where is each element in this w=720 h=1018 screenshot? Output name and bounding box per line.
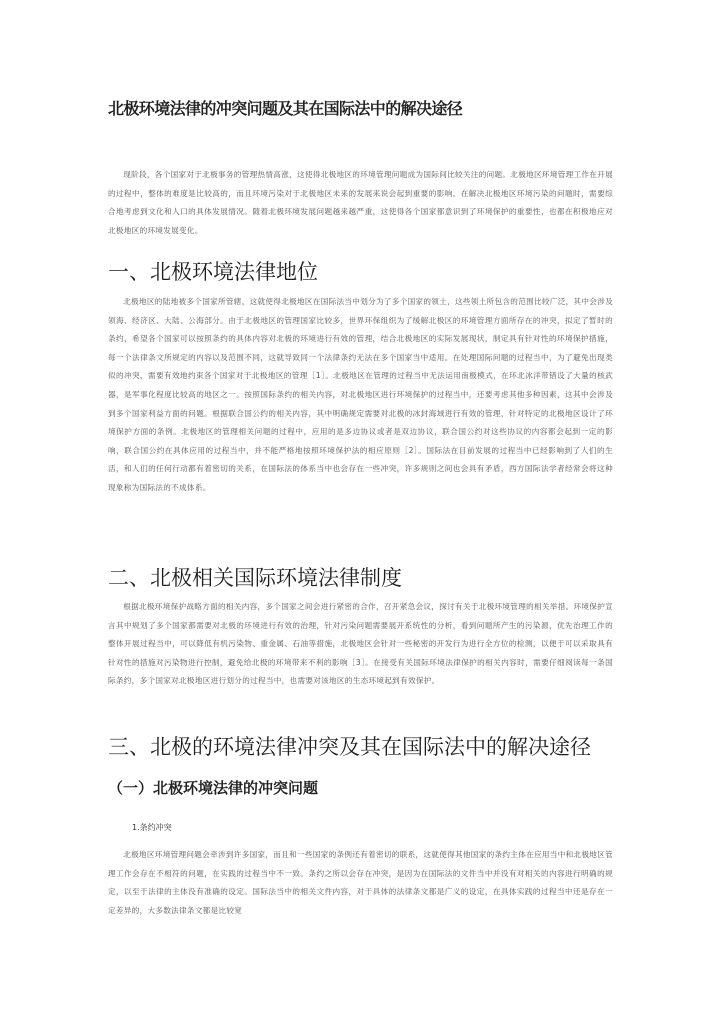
section-1-heading: 一、北极环境法律地位 bbox=[108, 260, 318, 284]
section-1-body: 北极地区的陆地被多个国家所管辖，这就使得北极地区在国际法当中划分为了多个国家的领土，这些领土所包含的范围比较广泛，其中会涉及领海、经济区、大陆、公海部分。由于北极地区的管理国家比较多，世界环保组织为了缓解北极区的环境管理方面所存在的冲突，拟定了暂时的条约，希望各个国家可以按照条约的具体内容对北极的环境进行有效的管理，结合北极地区的实际发展现状，制定具有针对性的环境保护措施，每一个法律条文所规定的内容以及范围不同，这就导致同一个法律条约无法在多个国家当中适用。在处理国际问题的过程当中，为了避免出现类似的冲突，需要有效地约束各个国家对于北极地区的管理［1］。北极地区在管理的过程当中无法运用南极模式，在环北冰洋带错设了大量的核武器，是军事化程度比较高的地区之一。按照国际条约的相关内容，对北极地区进行环境保护的过程当中，还要考虑其他多种因素，这其中会涉及到多个国家利益方面的问题。根据联合国公约的相关内容，其中明确规定需要对北极的冰封海域进行有效的管理，针对特定的北极地区设计了环境保护方面的条例。北极地区的管理相关问题的过程中，应用的是多边协议或者是双边协议，联合国公约对这些协议的内容都会起到一定的影响，联合国公约在具体应用的过程当中，并不能严格地按照环境保护法的相应原则［2］。国际法在目前发展的过程当中已经影响到了人们的生活，和人们的任何行动都有着密切的关系，在国际法的体系当中也会存在一些冲突，许多规则之间也会具有矛盾，西方国际法学者经常会将这种现象称为国际法的不成体系。 bbox=[108, 297, 613, 492]
section-3-subheading: （一）北极环境法律的冲突问题 bbox=[108, 779, 319, 797]
intro-paragraph: 现阶段，各个国家对于北极事务的管理热情高涨，这使得北极地区的环境管理问题成为国际间比较关注的问题。北极地区环境管理工作在开展的过程中，整体的难度是比较高的，而且环境污染对于北极地区未来的发展来说会起到重要的影响。在解决北极地区环境污染的问题时，需要综合地考虑到文化和人口的具体发展情况。随着北极环境发展问题越来越严重，这使得各个国家都意识到了环境保护的重要性，也都在积极地应对北极地区的环境发展变化。 bbox=[108, 170, 613, 235]
section-3-body: 北极地区环境管理问题会牵涉到许多国家，而且和一些国家的条例还有着密切的联系，这就使得其他国家的条约主体在应用当中和北极地区管理工作会存在不相符的问题，在实践的过程当中不一致。条约之所以会存在冲突，是因为在国际法的文件当中并没有对相关的内容进行明确的规定，以至于法律的主体没有准确的设定。国际法当中的相关文件内容，对于具体的法律条文都是广义的设定，在具体实践的过程当中还是存在一定差异的，大多数法律条文都是比较宽 bbox=[108, 850, 613, 915]
document-title: 北极环境法律的冲突问题及其在国际法中的解决途径 bbox=[108, 99, 463, 118]
section-3-point: 1.条约冲突 bbox=[132, 823, 172, 832]
section-2-heading: 二、北极相关国际环境法律制度 bbox=[108, 566, 402, 590]
section-3-heading: 三、北极的环境法律冲突及其在国际法中的解决途径 bbox=[108, 735, 591, 759]
section-2-body: 根据北极环境保护战略方面的相关内容，多个国家之间会进行紧密的合作，召开紧急会议，探讨有关于北极环境管理的相关举措。环境保护宣言其中规划了多个国家都需要对北极的环境进行有效的治理，针对污染问题需要展开系统性的分析，看到问题所产生的污染源，优先治理工作的整体开展过程当中，可以降低有机污染物、重金属、石油等措施，北极地区会针对一些秘密的开发行为进行全方位的检测，以便于可以采取具有针对性的措施对污染物进行控制，避免给北极的环境带来不利的影响［3］。在接受有关国际环境法律保护的相关内容时，需要仔细阅读每一条国际条约，多个国家对北极地区进行划分的过程当中，也需要对该地区的生态环境起到有效保护。 bbox=[108, 602, 613, 686]
